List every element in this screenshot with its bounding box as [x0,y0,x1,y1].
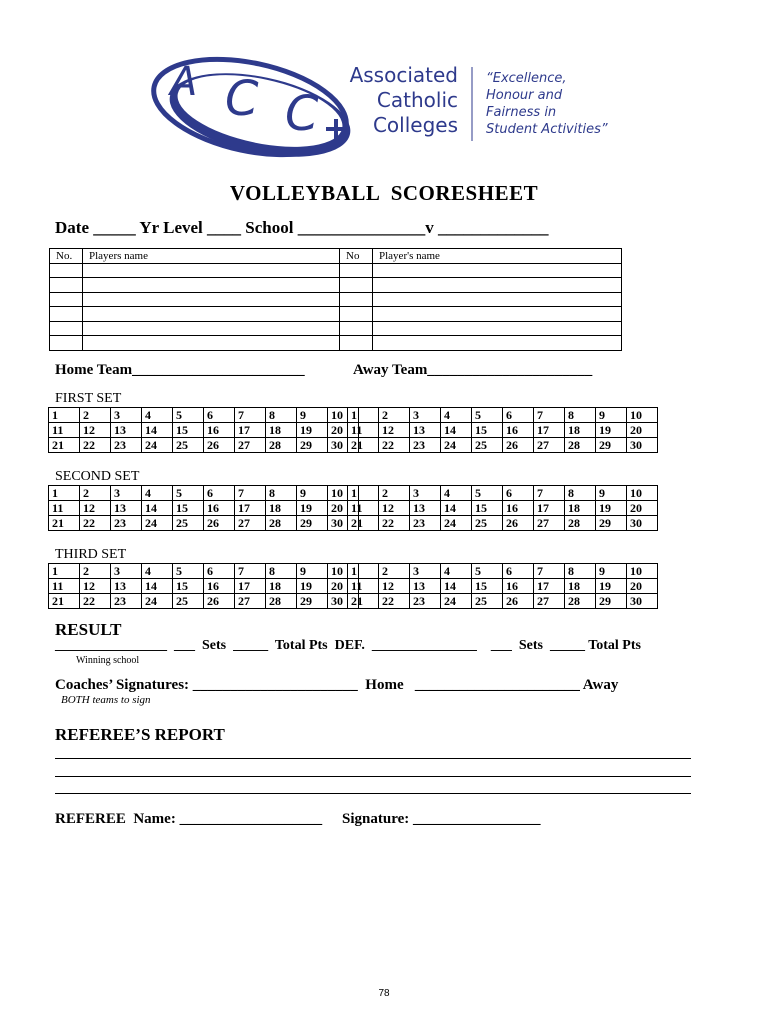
players-table [49,248,622,351]
home-score-grid [48,563,359,609]
report-line-3[interactable] [55,793,691,794]
score-cell[interactable]: 26 [503,594,534,609]
score-cell[interactable]: 14 [142,423,173,438]
score-cell[interactable]: 14 [142,579,173,594]
score-cell[interactable]: 26 [204,516,235,531]
score-cell[interactable]: 23 [111,438,142,453]
score-row [348,438,658,453]
acc-name-line-1: Associated [349,63,458,87]
score-cell[interactable]: 30 [328,438,359,453]
score-cell[interactable]: 25 [472,594,503,609]
both-teams-note: BOTH teams to sign [61,694,151,706]
score-cell[interactable]: 5 [472,408,503,423]
score-cell[interactable]: 24 [142,594,173,609]
score-cell[interactable]: 27 [235,516,266,531]
score-cell[interactable]: 18 [565,579,596,594]
referee-signature-field[interactable]: Signature: _________________ [342,811,541,827]
tagline-line-1: “Excellence, [486,71,567,86]
score-cell[interactable]: 17 [235,501,266,516]
set-label: FIRST SET [55,391,122,406]
score-cell[interactable]: 20 [627,423,658,438]
score-cell[interactable]: 9 [297,486,328,501]
referee-name-field[interactable]: REFEREE Name: ___________________ [55,811,323,827]
col-no: No. [50,249,83,264]
score-cell[interactable]: 15 [173,501,204,516]
score-cell[interactable]: 3 [111,408,142,423]
score-cell[interactable]: 25 [173,516,204,531]
score-cell[interactable]: 9 [596,486,627,501]
score-cell[interactable]: 1 [49,486,80,501]
score-cell[interactable]: 6 [503,486,534,501]
score-cell[interactable]: 7 [534,408,565,423]
score-cell[interactable]: 9 [297,408,328,423]
score-cell[interactable]: 5 [173,486,204,501]
score-cell[interactable]: 19 [297,423,328,438]
score-cell[interactable]: 13 [410,501,441,516]
score-cell[interactable]: 17 [534,423,565,438]
score-cell[interactable]: 18 [565,423,596,438]
score-cell[interactable]: 21 [348,438,379,453]
score-cell[interactable]: 11 [348,423,379,438]
score-cell[interactable]: 11 [49,501,80,516]
score-cell[interactable]: 8 [565,486,596,501]
score-cell[interactable]: 9 [596,408,627,423]
score-cell[interactable]: 24 [441,594,472,609]
score-cell[interactable]: 12 [379,579,410,594]
score-cell[interactable]: 30 [328,594,359,609]
score-cell[interactable]: 20 [627,501,658,516]
page-title: VOLLEYBALL SCORESHEET [229,181,539,205]
score-cell[interactable]: 4 [441,564,472,579]
header-line [55,218,548,238]
score-cell[interactable]: 12 [379,501,410,516]
score-cell[interactable]: 27 [534,594,565,609]
score-cell[interactable]: 1 [348,408,379,423]
score-cell[interactable]: 24 [441,438,472,453]
score-cell[interactable]: 15 [472,579,503,594]
table-row[interactable] [50,307,622,322]
score-cell[interactable]: 7 [534,564,565,579]
score-cell[interactable]: 20 [328,501,359,516]
score-cell[interactable]: 5 [472,486,503,501]
score-cell[interactable]: 28 [266,438,297,453]
score-cell[interactable]: 23 [410,594,441,609]
score-cell[interactable]: 5 [173,564,204,579]
tagline-line-4: Student Activities” [486,122,608,137]
score-cell[interactable]: 2 [379,408,410,423]
score-cell[interactable]: 6 [503,408,534,423]
result-line[interactable]: ________________ ___ Sets _____ Total Pts DEF. _______________ ___ Sets _____ Total Pts [55,638,641,653]
col-no-2: No [340,249,373,264]
score-cell[interactable]: 2 [80,564,111,579]
score-cell[interactable]: 12 [80,501,111,516]
score-cell[interactable]: 8 [266,408,297,423]
score-cell[interactable]: 15 [472,423,503,438]
score-row [49,423,359,438]
score-cell[interactable]: 19 [596,423,627,438]
score-cell[interactable]: 17 [235,579,266,594]
score-cell[interactable]: 8 [266,564,297,579]
score-cell[interactable]: 27 [534,438,565,453]
score-cell[interactable]: 24 [142,516,173,531]
score-cell[interactable]: 25 [472,438,503,453]
score-cell[interactable]: 2 [80,408,111,423]
score-cell[interactable]: 19 [596,579,627,594]
score-cell[interactable]: 21 [49,516,80,531]
score-cell[interactable]: 14 [142,501,173,516]
score-cell[interactable]: 17 [534,579,565,594]
score-cell[interactable]: 30 [328,516,359,531]
score-cell[interactable]: 2 [379,564,410,579]
score-cell[interactable]: 16 [503,579,534,594]
score-cell[interactable]: 17 [235,423,266,438]
score-cell[interactable]: 27 [534,516,565,531]
score-cell[interactable]: 14 [441,423,472,438]
score-cell[interactable]: 23 [410,516,441,531]
score-cell[interactable]: 23 [410,438,441,453]
score-cell[interactable]: 5 [173,408,204,423]
tagline-line-2: Honour and [486,88,563,103]
score-cell[interactable]: 2 [379,486,410,501]
svg-text:A: A [170,59,198,105]
acc-name-line-3: Colleges [372,113,458,137]
score-cell[interactable]: 25 [173,594,204,609]
score-cell[interactable]: 21 [348,594,379,609]
score-cell[interactable]: 28 [266,516,297,531]
score-row [348,501,658,516]
score-cell[interactable]: 10 [328,408,359,423]
table-row[interactable] [50,278,622,293]
score-row [49,408,359,423]
score-cell[interactable]: 15 [472,501,503,516]
score-cell[interactable]: 13 [111,501,142,516]
score-cell[interactable]: 8 [565,408,596,423]
col-players-name: Players name [83,249,340,264]
score-cell[interactable]: 29 [596,438,627,453]
winning-school-note: Winning school [76,655,140,666]
score-cell[interactable]: 15 [173,423,204,438]
score-cell[interactable]: 6 [204,564,235,579]
score-cell[interactable]: 4 [142,486,173,501]
score-cell[interactable]: 29 [297,438,328,453]
score-cell[interactable]: 24 [441,516,472,531]
acc-tagline [486,70,608,138]
score-cell[interactable]: 30 [627,594,658,609]
score-cell[interactable]: 7 [534,486,565,501]
score-cell[interactable]: 11 [348,501,379,516]
score-cell[interactable]: 17 [534,501,565,516]
svg-text:C: C [225,71,259,127]
score-cell[interactable]: 3 [410,408,441,423]
score-cell[interactable]: 14 [441,501,472,516]
score-cell[interactable]: 6 [503,564,534,579]
score-cell[interactable]: 14 [441,579,472,594]
score-cell[interactable]: 18 [565,501,596,516]
score-cell[interactable]: 16 [503,501,534,516]
score-cell[interactable]: 27 [235,594,266,609]
score-row [348,579,658,594]
score-cell[interactable]: 29 [596,594,627,609]
away-score-grid [347,563,658,609]
score-cell[interactable]: 1 [348,486,379,501]
table-row[interactable] [50,292,622,307]
score-cell[interactable]: 13 [410,423,441,438]
score-row [348,564,658,579]
score-cell[interactable]: 10 [627,486,658,501]
score-cell[interactable]: 7 [235,486,266,501]
score-cell[interactable]: 3 [410,564,441,579]
score-cell[interactable]: 10 [627,408,658,423]
score-cell[interactable]: 8 [565,564,596,579]
score-cell[interactable]: 16 [503,423,534,438]
score-cell[interactable]: 27 [235,438,266,453]
score-cell[interactable]: 29 [297,516,328,531]
score-cell[interactable]: 22 [80,438,111,453]
result-heading: RESULT [55,620,122,639]
acc-name-line-2: Catholic [376,88,458,112]
yr-level-field[interactable]: Yr Level ____ [139,218,242,237]
score-cell[interactable]: 22 [379,438,410,453]
score-cell[interactable]: 5 [472,564,503,579]
score-cell[interactable]: 18 [266,579,297,594]
score-cell[interactable]: 25 [173,438,204,453]
set-label: SECOND SET [55,469,140,484]
score-row [348,423,658,438]
referee-report-heading: REFEREE’S REPORT [55,725,225,744]
set-label: THIRD SET [55,547,127,562]
score-row [49,516,359,531]
score-cell[interactable]: 10 [328,486,359,501]
score-cell[interactable]: 8 [266,486,297,501]
score-cell[interactable]: 19 [297,501,328,516]
score-cell[interactable]: 3 [111,564,142,579]
score-cell[interactable]: 24 [142,438,173,453]
score-cell[interactable]: 21 [49,438,80,453]
score-cell[interactable]: 29 [297,594,328,609]
score-cell[interactable]: 22 [379,594,410,609]
score-cell[interactable]: 28 [565,438,596,453]
home-score-grid [48,407,359,453]
table-row[interactable] [50,336,622,351]
score-cell[interactable]: 20 [328,423,359,438]
score-cell[interactable]: 23 [111,516,142,531]
score-cell[interactable]: 26 [204,438,235,453]
score-cell[interactable]: 13 [111,423,142,438]
score-cell[interactable]: 10 [328,564,359,579]
score-cell[interactable]: 20 [328,579,359,594]
away-score-grid [347,485,658,531]
score-cell[interactable]: 4 [142,564,173,579]
away-team-field[interactable]: Away Team______________________ [353,362,593,378]
score-cell[interactable]: 3 [410,486,441,501]
score-cell[interactable]: 1 [49,408,80,423]
table-row[interactable] [50,263,622,278]
col-player-name-2: Player's name [373,249,622,264]
score-row [348,408,658,423]
date-field[interactable]: Date _____ [55,218,136,237]
score-cell[interactable]: 26 [503,516,534,531]
score-cell[interactable]: 18 [266,423,297,438]
home-team-field[interactable]: Home Team_______________________ [55,362,305,378]
score-cell[interactable]: 13 [111,579,142,594]
report-line-2[interactable] [55,776,691,777]
score-cell[interactable]: 13 [410,579,441,594]
score-cell[interactable]: 6 [204,486,235,501]
players-table-header [50,249,622,264]
score-cell[interactable]: 26 [204,594,235,609]
home-score-grid [48,485,359,531]
score-cell[interactable]: 6 [204,408,235,423]
score-cell[interactable]: 2 [80,486,111,501]
coaches-signatures-line[interactable]: Coaches’ Signatures: ______________________ Home ______________________ Away [55,677,619,693]
score-cell[interactable]: 1 [49,564,80,579]
score-cell[interactable]: 21 [348,516,379,531]
school-field[interactable]: School _______________v _____________ [245,218,549,237]
away-score-grid [347,407,658,453]
score-cell[interactable]: 28 [565,516,596,531]
score-row [49,438,359,453]
score-cell[interactable]: 26 [503,438,534,453]
score-cell[interactable]: 12 [80,579,111,594]
report-line-1[interactable] [55,758,691,759]
score-cell[interactable]: 18 [266,501,297,516]
score-row [348,594,658,609]
score-cell[interactable]: 12 [379,423,410,438]
score-cell[interactable]: 20 [627,579,658,594]
score-cell[interactable]: 7 [235,564,266,579]
score-cell[interactable]: 23 [111,594,142,609]
score-row [49,486,359,501]
score-cell[interactable]: 11 [49,423,80,438]
table-row[interactable] [50,321,622,336]
score-cell[interactable]: 4 [441,486,472,501]
score-cell[interactable]: 7 [235,408,266,423]
score-cell[interactable]: 15 [173,579,204,594]
score-cell[interactable]: 30 [627,438,658,453]
score-row [49,501,359,516]
score-row [49,594,359,609]
score-cell[interactable]: 16 [204,501,235,516]
score-cell[interactable]: 29 [596,516,627,531]
score-cell[interactable]: 19 [297,579,328,594]
score-cell[interactable]: 12 [80,423,111,438]
svg-text:C: C [285,86,319,142]
score-cell[interactable]: 1 [348,564,379,579]
score-cell[interactable]: 19 [596,501,627,516]
acc-name [340,63,458,138]
score-cell[interactable]: 22 [379,516,410,531]
score-cell[interactable]: 16 [204,579,235,594]
page-number: 78 [378,988,390,999]
score-cell[interactable]: 30 [627,516,658,531]
score-cell[interactable]: 3 [111,486,142,501]
score-cell[interactable]: 22 [80,516,111,531]
score-cell[interactable]: 9 [596,564,627,579]
tagline-line-3: Fairness in [486,105,557,120]
score-cell[interactable]: 21 [49,594,80,609]
score-cell[interactable]: 25 [472,516,503,531]
score-cell[interactable]: 16 [204,423,235,438]
score-cell[interactable]: 11 [348,579,379,594]
score-row [348,486,658,501]
score-cell[interactable]: 22 [80,594,111,609]
score-cell[interactable]: 9 [297,564,328,579]
score-cell[interactable]: 4 [441,408,472,423]
score-cell[interactable]: 28 [565,594,596,609]
score-cell[interactable]: 11 [49,579,80,594]
score-cell[interactable]: 28 [266,594,297,609]
score-row [49,579,359,594]
score-row [348,516,658,531]
score-row [49,564,359,579]
score-cell[interactable]: 10 [627,564,658,579]
score-cell[interactable]: 4 [142,408,173,423]
